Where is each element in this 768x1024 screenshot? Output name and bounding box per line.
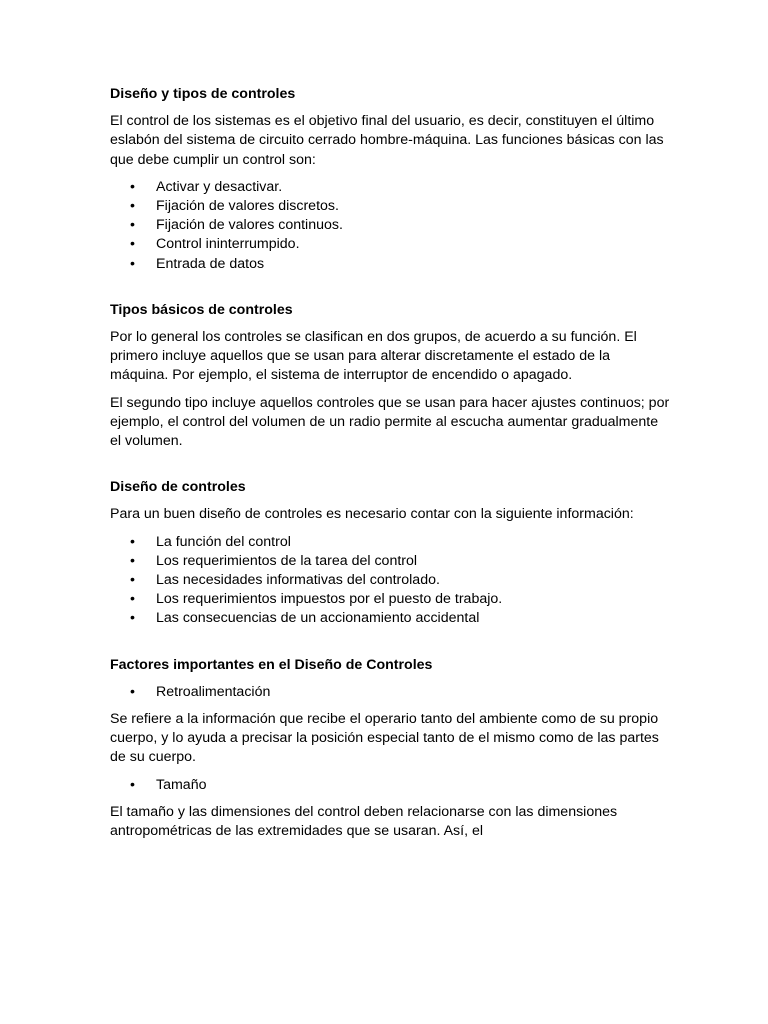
section-paragraph: Por lo general los controles se clasifican en dos grupos, de acuerdo a su función. El primero incluye aquellos que se usan para alterar discretamente el estado de la máquina. Por ejemplo, el sistema de interruptor de encendido o apagado. (110, 329, 637, 384)
section-paragraph: El control de los sistemas es el objetivo final del usuario, es decir, constituyen el último eslabón del sistema de circuito cerrado hombre-máquina. Las funciones básicas con las que debe cumplir un control son: (110, 113, 664, 168)
spacer (110, 282, 670, 301)
factor-list-tamano (110, 776, 670, 795)
list-item: • La función del control (110, 533, 670, 552)
spacer (110, 637, 670, 656)
section-heading-diseno-tipos: Diseño y tipos de controles (110, 86, 296, 102)
list-item: • Retroalimentación (110, 683, 670, 702)
list-item: • Control ininterrumpido. (110, 235, 670, 254)
section-paragraph: Se refiere a la información que recibe el operario tanto del ambiente como de su propio cuerpo, y lo ayuda a precisar la posición especial tanto de el mismo como de las partes de su cuerpo. (110, 711, 659, 766)
factor-list-retroalimentacion (110, 683, 670, 702)
section-paragraph: El tamaño y las dimensiones del control deben relacionarse con las dimensiones antropométricas de las extremidades que se usaran. Así, el (110, 803, 618, 840)
functions-list (110, 178, 670, 274)
section-paragraph: El segundo tipo incluye aquellos controles que se usan para hacer ajustes continuos; por ejemplo, el control del volumen de un radio permite al escucha aumentar gradualmente el volumen. (110, 394, 670, 450)
information-list (110, 533, 670, 629)
list-item: • Activar y desactivar. (110, 178, 670, 197)
list-item: • Entrada de datos (110, 255, 670, 274)
list-item: • Fijación de valores continuos. (110, 216, 670, 235)
spacer (110, 459, 670, 478)
list-item: • Los requerimientos de la tarea del control (110, 552, 670, 571)
list-item: • Las consecuencias de un accionamiento accidental (110, 609, 670, 628)
section-heading-diseno-controles: Diseño de controles (110, 479, 246, 496)
list-item: • Tamaño (110, 776, 670, 795)
list-item: • Los requerimientos impuestos por el puesto de trabajo. (110, 590, 670, 609)
section-heading-tipos-basicos: Tipos básicos de controles (110, 301, 293, 318)
list-item: • Las necesidades informativas del controlado. (110, 571, 670, 590)
section-paragraph: Para un buen diseño de controles es necesario contar con la siguiente información: (110, 506, 634, 523)
list-item: • Fijación de valores discretos. (110, 197, 670, 216)
document-content (110, 85, 670, 849)
section-heading-factores: Factores importantes en el Diseño de Controles (110, 656, 433, 673)
